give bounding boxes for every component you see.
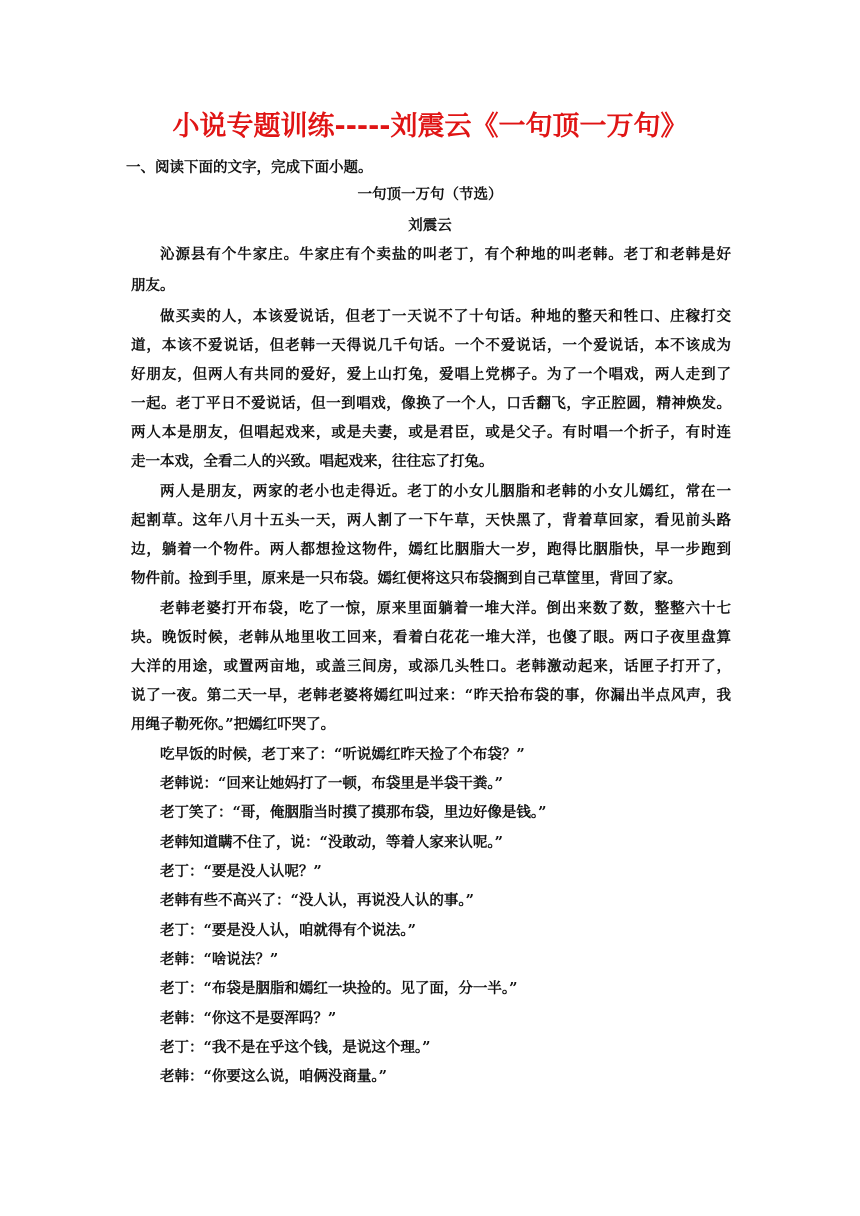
text-line: 朋友。	[131, 277, 175, 294]
dialog-line: 老丁笑了：“哥，俺胭脂当时摸了摸那布袋，里边好像是钱。”	[160, 804, 547, 821]
text-line: 边，躺着一个物件。两人都想捡这物件，嫣红比胭脂大一岁，跑得比胭脂快，早一步跑到	[131, 541, 731, 558]
text-line: 老韩老婆打开布袋，吃了一惊，原来里面躺着一堆大洋。倒出来数了数，整整六十七	[160, 600, 731, 617]
page-title: 小说专题训练-----刘震云《一句顶一万句》	[172, 111, 688, 142]
dialog-line: 老韩：“你要这么说，咱俩没商量。”	[160, 1068, 387, 1085]
dialog-line: 老韩有些不高兴了：“没人认，再说没人认的事。”	[160, 892, 474, 909]
dialog-line: 老韩说：“回来让她妈打了一顿，布袋里是半袋干粪。”	[160, 775, 503, 792]
text-line: 两人是朋友，两家的老小也走得近。老丁的小女儿胭脂和老韩的小女儿嫣红，常在一	[160, 483, 731, 500]
text-line: 用绳子勒死你。”把嫣红吓哭了。	[131, 716, 336, 733]
dialog-line: 老韩：“你这不是耍浑吗？”	[160, 1010, 337, 1027]
text-line: 道，本该不爱说话，但老韩一天得说几千句话。一个不爱说话，一个爱说话，本不该成为	[131, 337, 731, 354]
text-line: 两人本是朋友，但唱起戏来，或是夫妻，或是君臣，或是父子。有时唱一个折子，有时连	[131, 424, 731, 441]
text-line: 走一本戏，全看二人的兴致。唱起戏来，往往忘了打兔。	[131, 453, 494, 470]
dialog-line: 老丁：“布袋是胭脂和嫣红一块捡的。见了面，分一半。”	[160, 980, 518, 997]
dialog-line: 老韩知道瞒不住了，说：“没敢动，等着人家来认呢。”	[160, 834, 503, 851]
text-line: 一起。老丁平日不爱说话，但一到唱戏，像换了一个人，口舌翻飞，字正腔圆，精神焕发。	[131, 395, 731, 412]
question-instruction: 一、阅读下面的文字，完成下面小题。	[126, 159, 373, 176]
text-line: 做买卖的人，本该爱说话，但老丁一天说不了十句话。种地的整天和牲口、庄稼打交	[160, 308, 731, 325]
dialog-line: 老丁：“我不是在乎这个钱，是说这个理。”	[160, 1039, 431, 1056]
story-title: 一句顶一万句（节选）	[357, 186, 503, 203]
dialog-line: 吃早饭的时候，老丁来了：“听说嫣红昨天捡了个布袋？”	[160, 746, 525, 763]
dialog-line: 老丁：“要是没人认呢？”	[160, 863, 322, 880]
text-line: 好朋友，但两人有共同的爱好，爱上山打兔，爱唱上党梆子。为了一个唱戏，两人走到了	[131, 366, 731, 383]
story-author: 刘震云	[408, 217, 452, 234]
dialog-line: 老韩：“啥说法？”	[160, 951, 279, 968]
text-line: 起割草。这年八月十五头一天，两人割了一下午草，天快黑了，背着草回家，看见前头路	[131, 512, 731, 529]
text-line: 沁源县有个牛家庄。牛家庄有个卖盐的叫老丁，有个种地的叫老韩。老丁和老韩是好	[160, 246, 731, 263]
text-line: 说了一夜。第二天一早，老韩老婆将嫣红叫过来：“昨天拾布袋的事，你漏出半点风声，我	[131, 687, 731, 704]
dialog-line: 老丁：“要是没人认，咱就得有个说法。”	[160, 922, 416, 939]
text-line: 物件前。捡到手里，原来是一只布袋。嫣红便将这只布袋搁到自己草筐里，背回了家。	[131, 570, 682, 587]
text-line: 大洋的用途，或置两亩地，或盖三间房，或添几头牲口。老韩激动起来，话匣子打开了，	[131, 658, 731, 675]
text-line: 块。晚饭时候，老韩从地里收工回来，看着白花花一堆大洋，也傻了眼。两口子夜里盘算	[131, 629, 731, 646]
